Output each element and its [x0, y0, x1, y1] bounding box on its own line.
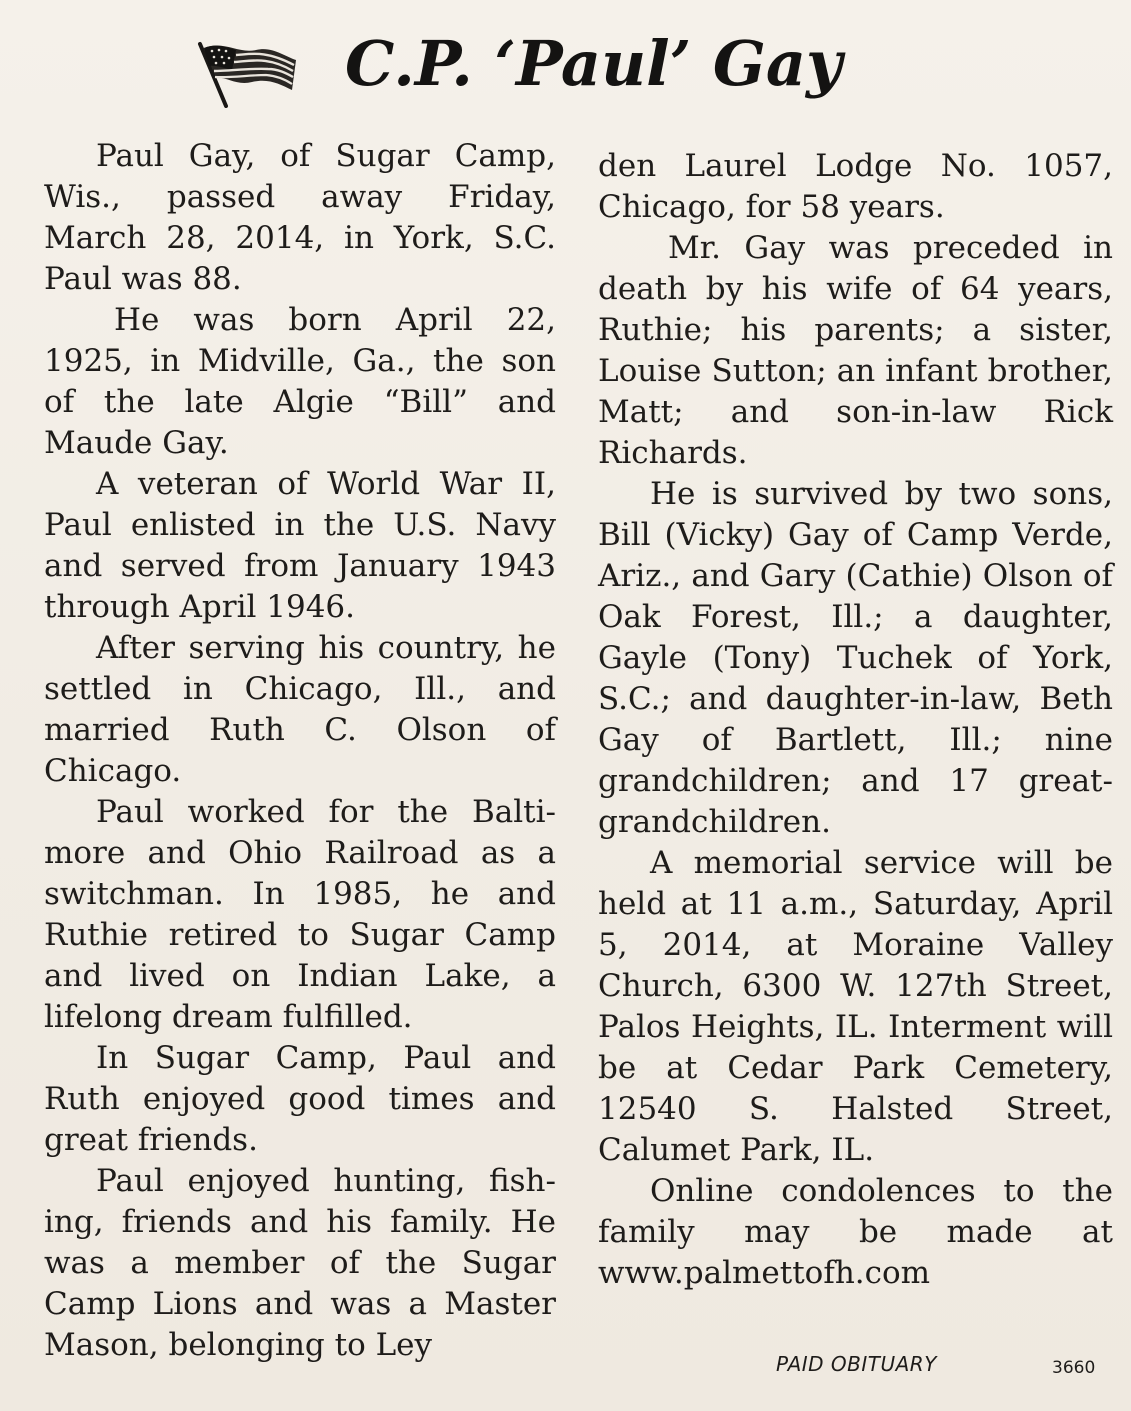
clipping-number: 3660	[1052, 1358, 1096, 1378]
paragraph-birth: He was born April 22, 1925, in Midville, Ga., the son of the late Algie “Bill” and Maude Gay.	[44, 302, 556, 461]
american-flag-icon	[196, 38, 298, 108]
paragraph-intro: Paul Gay, of Sugar Camp, Wis., passed away Friday, March 28, 2014, in York, S.C. Paul was 88.	[44, 138, 556, 297]
right-column	[598, 146, 1113, 1294]
obituary-title: C.P. ‘Paul’ Gay	[345, 27, 843, 100]
paragraph-memorial: A memorial service will be held at 11 a.m., Saturday, April 5, 2014, at Moraine Valley Church, 6300 W. 127th Street, Palos Heights, IL. Interment will be at Cedar Park Cemetery, 12540 S. Halsted Street, Calumet Park, IL.	[598, 845, 1113, 1168]
paragraph-hobbies: Paul enjoyed hunting, fishing, friends and his family. He was a member of the Sugar Camp Lions and was a Master Mason, belonging to Ley	[44, 1163, 556, 1363]
obituary-header	[0, 14, 1131, 114]
paragraph-preceded: Mr. Gay was preceded in death by his wife of 64 years, Ruthie; his parents; a sister, Louise Sutton; an infant brother, Matt; and son-in-law Rick Richards.	[598, 230, 1113, 471]
left-column	[44, 136, 556, 1366]
paragraph-career: Paul worked for the Baltimore and Ohio Railroad as a switchman. In 1985, he and Ruthie retired to Sugar Camp and lived on Indian Lake, a lifelong dream fulfilled.	[44, 794, 556, 1035]
paragraph-condolences: Online condolences to the family may be made at www.palmettofh.com	[598, 1173, 1113, 1291]
paragraph-lodge: den Laurel Lodge No. 1057, Chicago, for 58 years.	[598, 148, 1113, 225]
paragraph-marriage: After serving his country, he settled in Chicago, Ill., and married Ruth C. Olson of Chicago.	[44, 630, 556, 789]
paragraph-survived: He is survived by two sons, Bill (Vicky) Gay of Camp Verde, Ariz., and Gary (Cathie) Olson of Oak Forest, Ill.; a daughter, Gayle (Tony) Tuchek of York, S.C.; and daughter-in-law, Beth Gay of Bartlett, Ill.; nine grandchildren; and 17 great-grandchildren.	[598, 476, 1113, 840]
paid-obituary-label: PAID OBITUARY	[776, 1352, 937, 1376]
paragraph-military: A veteran of World War II, Paul enlisted in the U.S. Navy and served from January 1943 through April 1946.	[44, 466, 556, 625]
paragraph-friends: In Sugar Camp, Paul and Ruth enjoyed good times and great friends.	[44, 1040, 556, 1158]
